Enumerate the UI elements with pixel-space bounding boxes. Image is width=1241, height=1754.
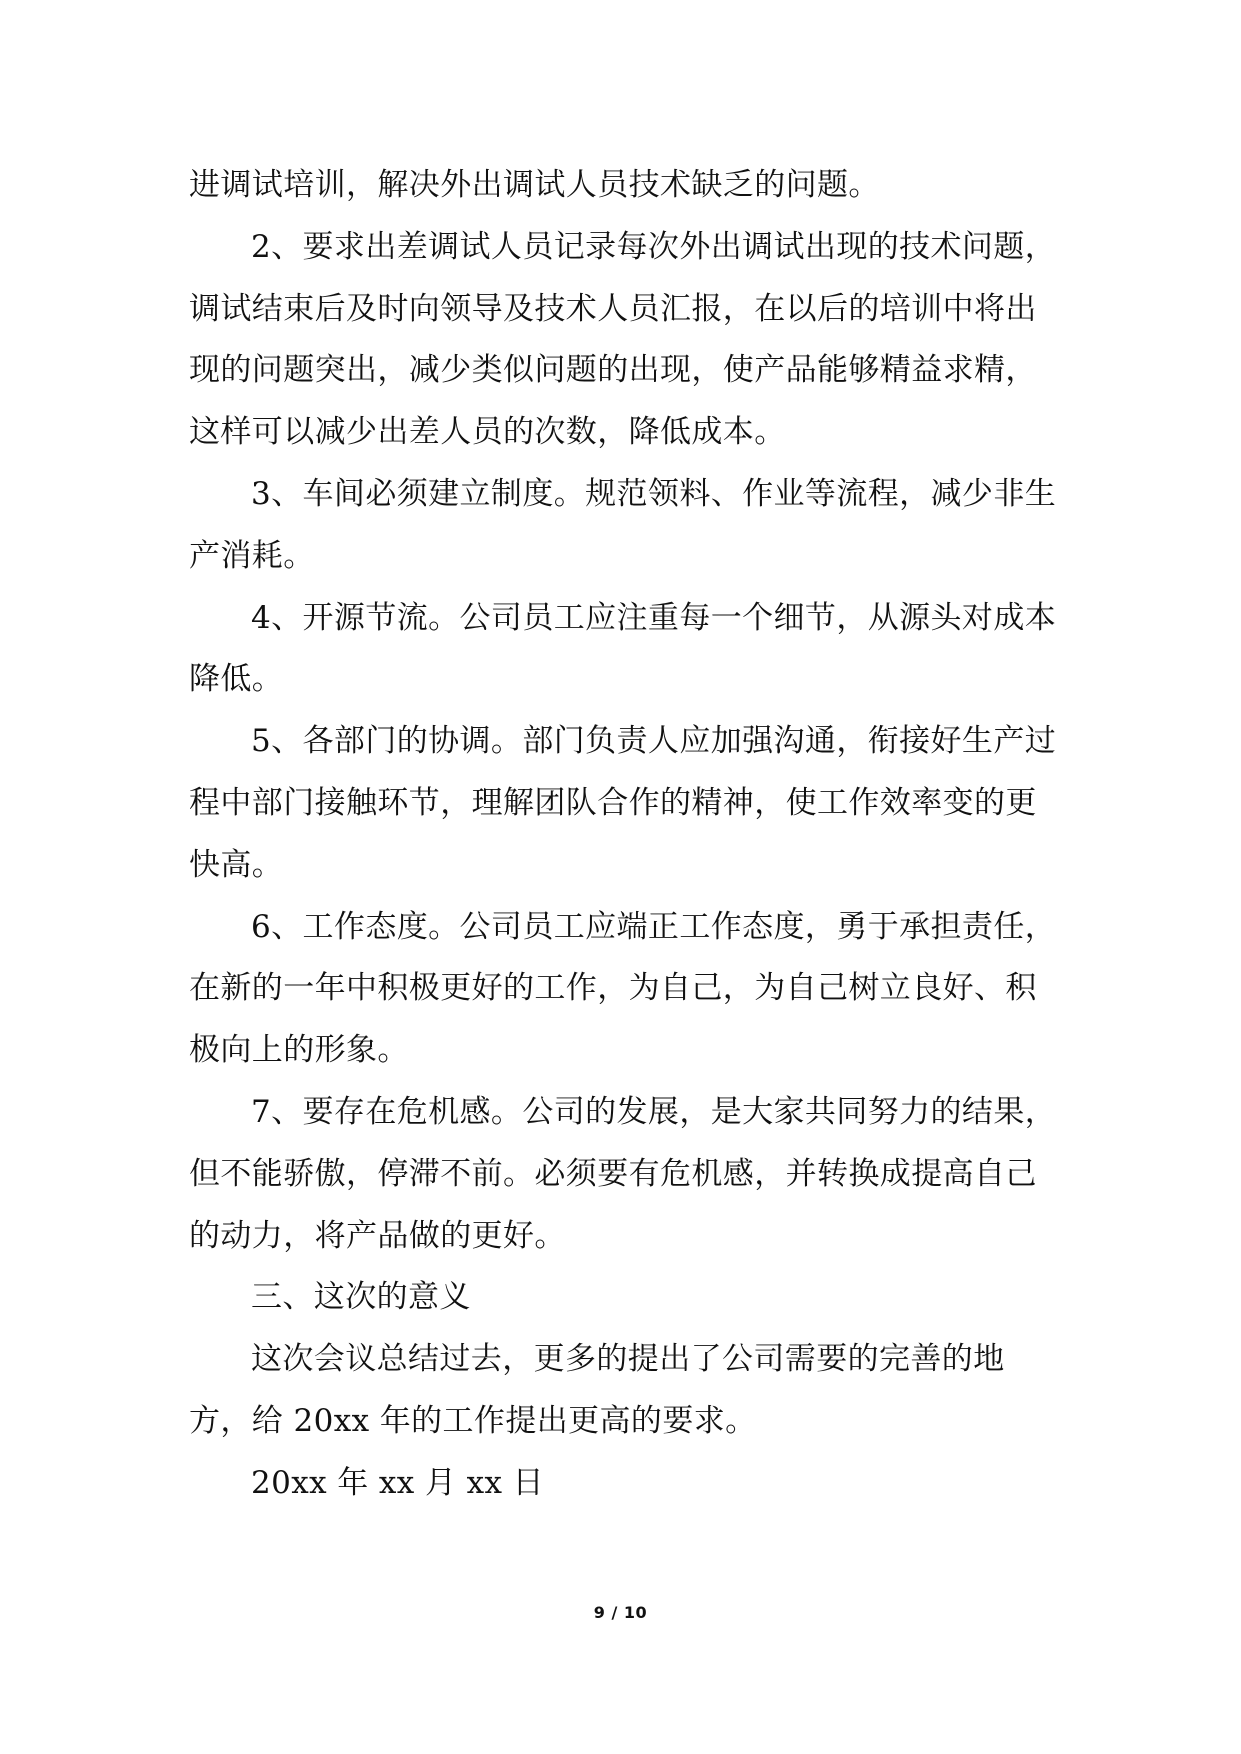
- document-body: [189, 155, 1064, 1515]
- paragraph-item-4: 4、开源节流。公司员工应注重每一个细节，从源头对成本降低。: [189, 599, 1057, 698]
- document-date: 20xx 年 xx 月 xx 日: [251, 1464, 545, 1501]
- paragraph-item-3: 3、车间必须建立制度。规范领料、作业等流程，减少非生产消耗。: [189, 475, 1057, 574]
- paragraph-item-7: 7、要存在危机感。公司的发展，是大家共同努力的结果，但不能骄傲，停滞不前。必须要有危机感，并转换成提高自己的动力，将产品做的更好。: [189, 1093, 1057, 1254]
- page-number: 9 / 10: [593, 1603, 648, 1622]
- paragraph-item-6: 6、工作态度。公司员工应端正工作态度，勇于承担责任，在新的一年中积极更好的工作，为自己，为自己树立良好、积极向上的形象。: [189, 908, 1057, 1069]
- section-heading: 三、这次的意义: [251, 1279, 471, 1316]
- paragraph-item-5: 5、各部门的协调。部门负责人应加强沟通，衔接好生产过程中部门接触环节，理解团队合作的精神，使工作效率变的更快高。: [189, 723, 1057, 883]
- paragraph-continuation: 进调试培训，解决外出调试人员技术缺乏的问题。: [189, 167, 880, 203]
- paragraph-item-2: 2、要求出差调试人员记录每次外出调试出现的技术问题，调试结束后及时向领导及技术人员汇报，在以后的培训中将出现的问题突出，减少类似问题的出现，使产品能够精益求精，这样可以减少出差人员的次数，降低成本。: [189, 228, 1057, 451]
- paragraph-significance: 这次会议总结过去，更多的提出了公司需要的完善的地方，给 20xx 年的工作提出更高的要求。: [189, 1341, 1005, 1439]
